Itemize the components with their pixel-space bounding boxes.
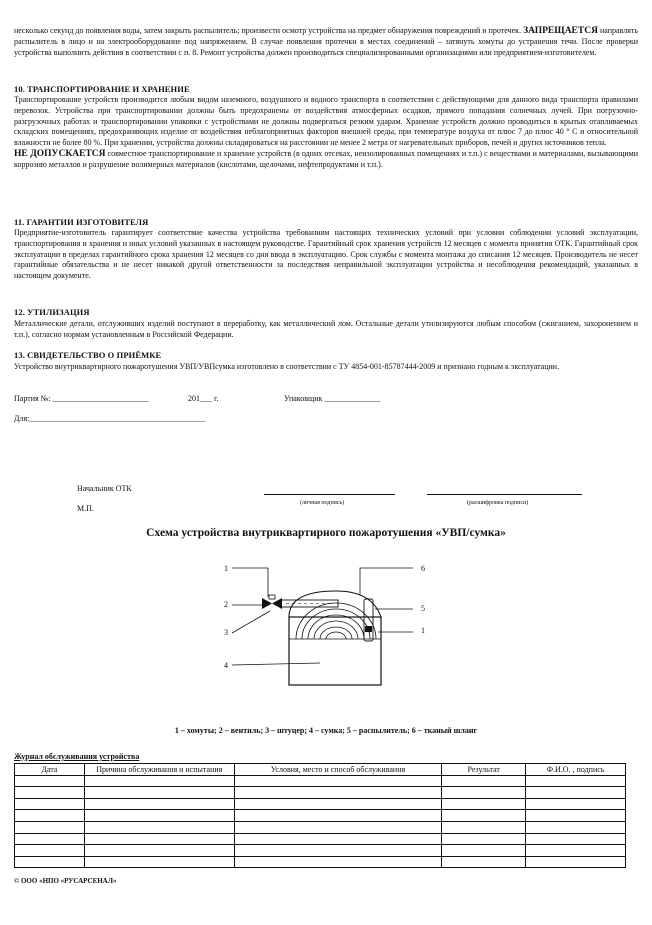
intro-text-2: направлять распылитель в лицо и на электрооборудование под напряжением. В случае появления протечки в местах соединений – затянуть хомуты до устранения течи. После проверки устройства выполнить действия в соответствии с п. 8. Ремонт устройства должен производиться специализированными организациями или предприятием-изготовителем. [14, 26, 639, 57]
col-signature: Ф.И.О. , подпись [526, 764, 626, 776]
diagram-caption: 1 – хомуты; 2 – вентиль; 3 – штуцер; 4 – сумка; 5 – распылитель; 6 – тканый шланг [174, 726, 478, 735]
col-date: Дата [15, 764, 85, 776]
otk-chief-label: Начальник ОТК [77, 484, 132, 493]
coiled-hose-icon [289, 603, 381, 639]
table-row [15, 787, 626, 799]
section-13-heading: 13. СВИДЕТЕЛЬСТВО О ПРИЁМКЕ [14, 350, 162, 360]
section-10-body [14, 95, 638, 171]
section-10-text: Транспортирование устройств производится любым видом наземного, воздушного и водного транспорта в соответствии с действующими для данного вида транспорта правилами перевозок. Устройства при транспортировании должны быть предохранены от воздействия атмосферных осадков, прямого попадания солнечных лучей. При погрузочно-разгрузочных работах и транспортировании упаковки с устройствами не должны подвергаться резким ударам. Хранение устройств должно проводиться в крытых отапливаемых складских помещениях, предохраняющих изделие от воздействия неблагоприятных факторов внешней среды, при температуре воздуха от плюс 7 до плюс 40 ° С и относительной влажности не более 80 %. При хранении, устройства должны складироваться на расстоянии не менее 2 метра от нагревательных приборов, печей и других источников тепла. [14, 95, 638, 148]
table-row [15, 810, 626, 822]
label-1-right: 1 [421, 626, 425, 635]
col-reason: Причина обслуживания и испытания [84, 764, 234, 776]
journal-title: Журнал обслуживания устройства [14, 752, 140, 761]
table-row [15, 833, 626, 845]
section-11-heading: 11. ГАРАНТИИ ИЗГОТОВИТЕЛЯ [14, 217, 149, 227]
table-row [15, 798, 626, 810]
valve-icon [262, 598, 272, 609]
decode-line [427, 494, 582, 495]
section-12-body: Металлические детали, отслуживших изделий поступают в переработку, как металлический лом. Остальные детали утилизируются любым способом (сжиганием, захоронением и т.п.), согласно нормам установленным в Российской Федерации. [14, 319, 638, 339]
journal-header-row [15, 764, 626, 776]
intro-text-1: несколько секунд до появления воды, затем закрыть распылитель; произвести осмотр устройства на предмет обнаружения повреждений и протечек. [14, 26, 522, 35]
section-11-body: Предприятие-изготовитель гарантирует соответствие качества устройства требованиям настоящих технических условий при условии соблюдении условий эксплуатации, транспортирования и хранения и иных условий указанных в настоящем руководстве. Гарантийный срок хранения устройств 12 месяцев с момента принятия ОТК. Гарантийный срок эксплуатации в пределах гарантийного срока хранения 12 месяцев со дня ввода в эксплуатацию. Срок службы с момента монтажа до списания 12 месяцев. Производитель не несет гарантийные обязательства и не несет никакой другой ответственности за последствия неправильной эксплуатации устройства и несоблюдения рекомендаций, указанных в настоящем документе. [14, 228, 638, 281]
diagram-title: Схема устройства внутриквартирного пожаротушения «УВП/сумка» [146, 527, 506, 539]
table-row [15, 821, 626, 833]
valve-icon-right [272, 598, 282, 609]
bag-flap [289, 591, 381, 617]
for-field: Для:____________________________________________ [14, 414, 206, 423]
label-3: 3 [224, 628, 228, 637]
footer-copyright: © ООО «НПО «РУСАРСЕНАЛ» [14, 877, 117, 885]
packer-field: Упаковщик ______________ [284, 394, 381, 403]
label-6: 6 [421, 564, 425, 573]
year-field: 201___ г. [188, 394, 219, 403]
intro-paragraph [14, 26, 638, 58]
label-1-top: 1 [224, 564, 228, 573]
decode-caption: (расшифровка подписи) [467, 500, 529, 506]
valve-handle-icon [269, 595, 275, 599]
clamp-icon [365, 626, 372, 632]
sprayer-icon [364, 599, 373, 641]
table-row [15, 856, 626, 868]
stamp-label: М.П. [77, 504, 94, 513]
table-row [15, 775, 626, 787]
batch-field: Партия №: ________________________ [14, 394, 149, 403]
signature-line [264, 494, 395, 495]
section-12-heading: 12. УТИЛИЗАЦИЯ [14, 307, 90, 317]
label-5: 5 [421, 604, 425, 613]
section-10-heading: 10. ТРАНСПОРТИРОВАНИЕ И ХРАНЕНИЕ [14, 84, 190, 94]
col-result: Результат [442, 764, 526, 776]
section-10-text-2: совместное транспортирование и хранение устройств (в одних отсеках, неизолированных помещениях и т.п.) с веществами и материалами, вызывающими коррозию металлов и разрушение полимерных материалов (кислотами, щелочами, нефтепродуктами и т.п.). [14, 148, 638, 169]
signature-caption: (личная подпись) [300, 500, 345, 506]
device-diagram [0, 555, 652, 720]
label-4: 4 [224, 661, 228, 670]
table-row [15, 845, 626, 857]
label-2: 2 [224, 600, 228, 609]
section-13-body: Устройство внутриквартирного пожаротушения УВП/УВПсумка изготовлено в соответствии с ТУ 4854-001-85787444-2009 и признано годным к эксплуатации. [14, 362, 560, 371]
forbid-word: ЗАПРЕЩАЕТСЯ [523, 26, 598, 36]
not-allowed-word: НЕ ДОПУСКАЕТСЯ [14, 148, 106, 159]
service-journal-table [14, 763, 626, 868]
col-conditions: Условия, место и способ обслуживания [234, 764, 442, 776]
